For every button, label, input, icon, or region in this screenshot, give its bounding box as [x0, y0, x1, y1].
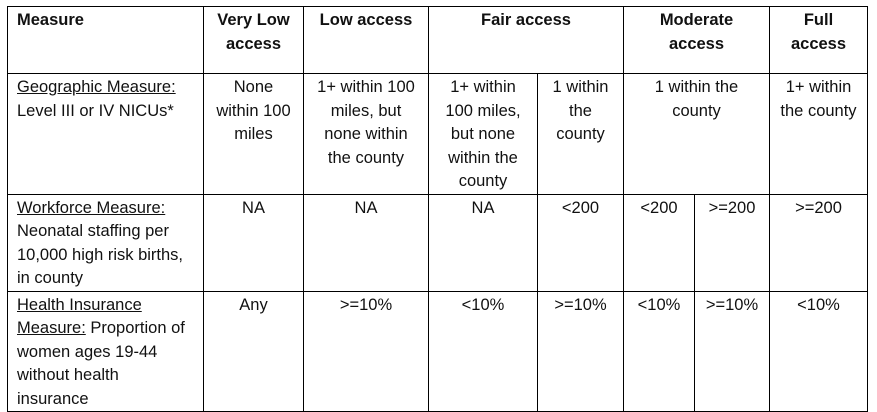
header-row: [8, 7, 868, 74]
workforce-full: >=200: [770, 194, 868, 291]
geographic-low: 1+ within 100 miles, but none within the county: [304, 74, 429, 195]
geographic-fair-a: 1+ within 100 miles, but none within the county: [429, 74, 538, 195]
workforce-moderate-b: >=200: [695, 194, 770, 291]
workforce-row: [8, 194, 868, 291]
access-measures-table: [7, 6, 868, 412]
geographic-fair-b: 1 within the county: [538, 74, 624, 195]
workforce-fair-b: <200: [538, 194, 624, 291]
insurance-very-low: Any: [204, 291, 304, 412]
header-full-access: Full access: [770, 7, 868, 74]
workforce-measure-label: [8, 194, 204, 291]
workforce-measure-title: Workforce Measure:: [17, 198, 166, 217]
header-fair-access: Fair access: [429, 7, 624, 74]
insurance-measure-desc: Proportion of women ages 19-44 without health insurance: [17, 319, 185, 408]
geographic-full: 1+ within the county: [770, 74, 868, 195]
insurance-low: >=10%: [304, 291, 429, 412]
insurance-moderate-b: >=10%: [695, 291, 770, 412]
workforce-low: NA: [304, 194, 429, 291]
insurance-measure-title: Health Insurance Measure:: [17, 295, 142, 337]
insurance-fair-b: >=10%: [538, 291, 624, 412]
header-low-access: Low access: [304, 7, 429, 74]
geographic-row: [8, 74, 868, 195]
geographic-measure-title: Geographic Measure:: [17, 78, 176, 96]
geographic-measure-label: [8, 74, 204, 195]
workforce-moderate-a: <200: [624, 194, 695, 291]
geographic-measure-desc: Level III or IV NICUs*: [17, 101, 174, 120]
geographic-moderate: 1 within the county: [624, 74, 770, 195]
workforce-fair-a: NA: [429, 194, 538, 291]
insurance-fair-a: <10%: [429, 291, 538, 412]
insurance-measure-label: [8, 291, 204, 412]
header-measure: Measure: [8, 7, 204, 74]
insurance-row: [8, 291, 868, 412]
workforce-measure-desc: Neonatal staffing per 10,000 high risk births, in county: [17, 222, 184, 287]
workforce-very-low: NA: [204, 194, 304, 291]
geographic-very-low: None within 100 miles: [204, 74, 304, 195]
header-very-low-access: Very Low access: [204, 7, 304, 74]
insurance-full: <10%: [770, 291, 868, 412]
insurance-moderate-a: <10%: [624, 291, 695, 412]
header-moderate-access: Moderate access: [624, 7, 770, 74]
